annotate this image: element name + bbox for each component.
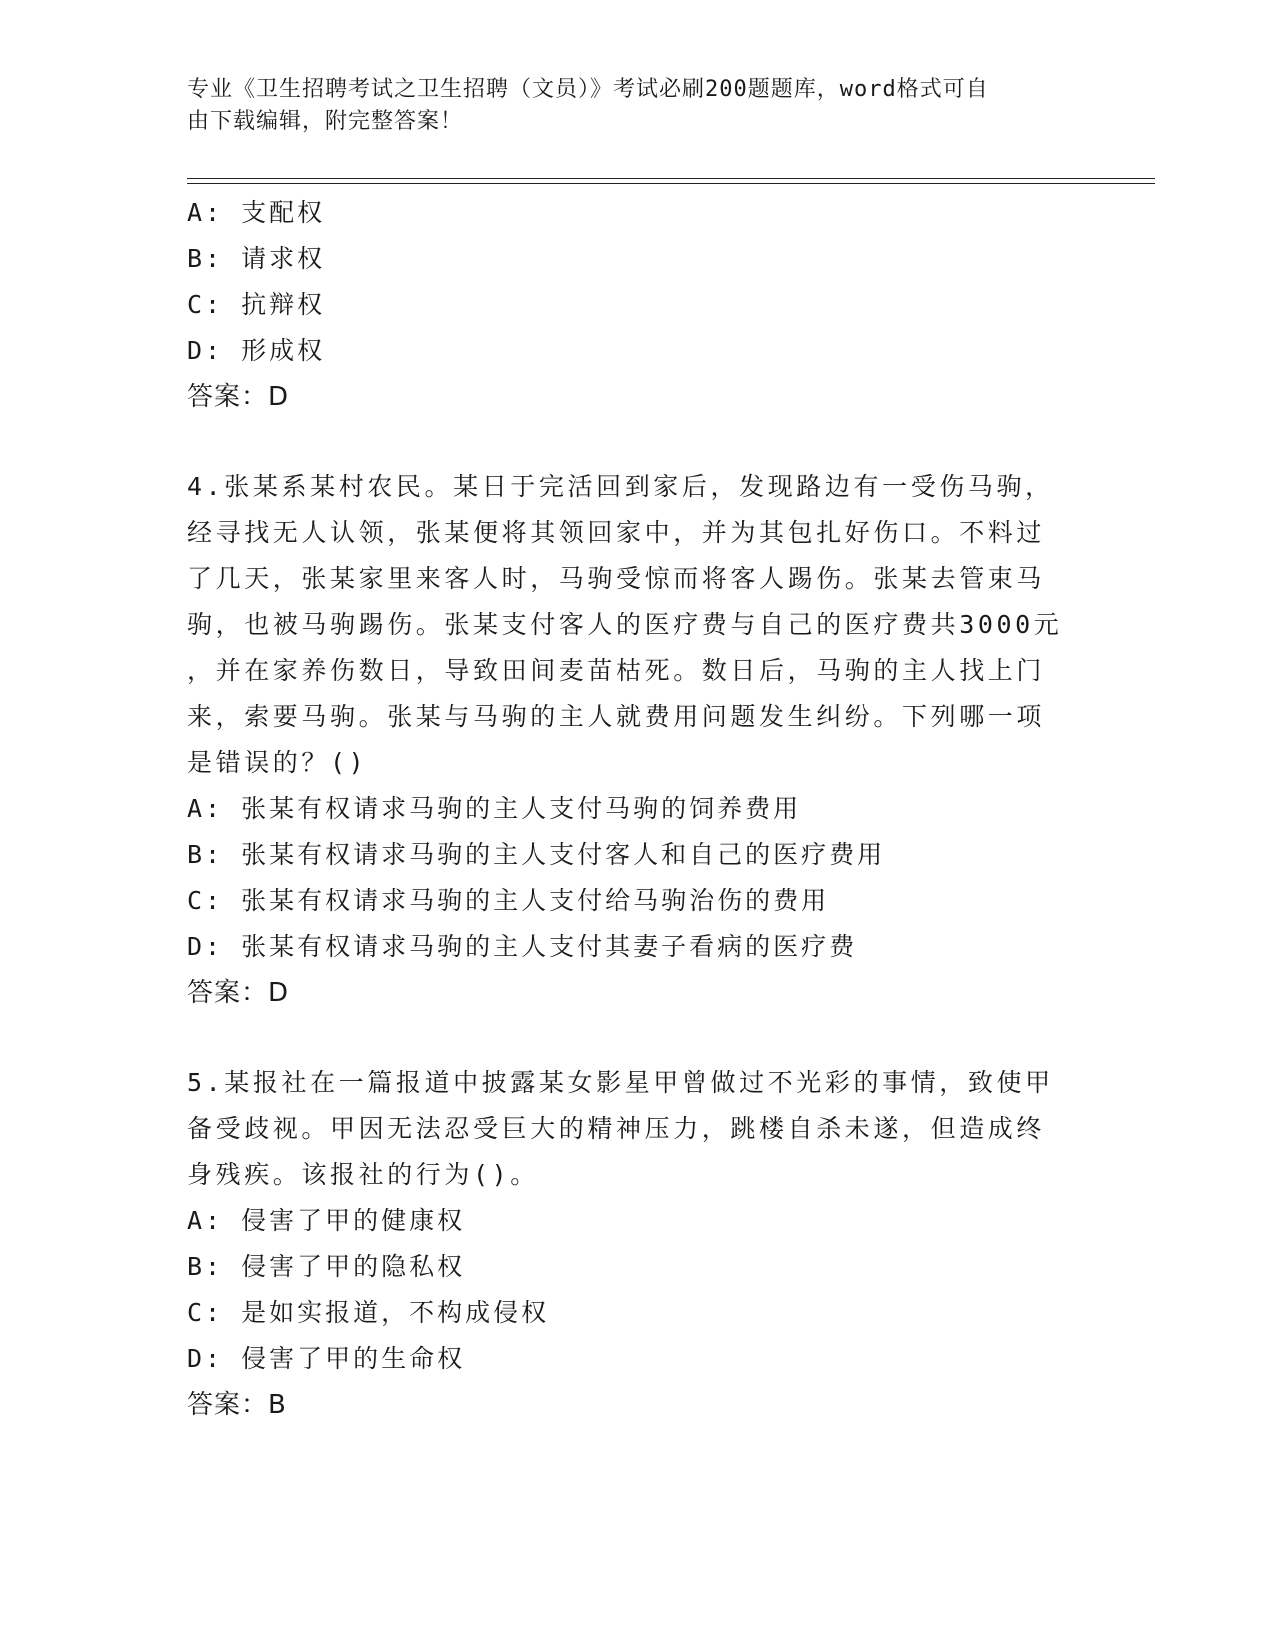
stem-line: 5.某报社在一篇报道中披露某女影星甲曾做过不光彩的事情，致使甲	[187, 1068, 1054, 1097]
stem-line: 是错误的？()	[187, 748, 368, 777]
option-c: C: 是如实报道，不构成侵权	[187, 1298, 550, 1327]
stem-line: 备受歧视。甲因无法忍受巨大的精神压力，跳楼自杀未遂，但造成终	[187, 1114, 1046, 1143]
option-c: C: 张某有权请求马驹的主人支付给马驹治伤的费用	[187, 886, 830, 915]
option-c: C: 抗辩权	[187, 290, 326, 319]
option-d: D: 侵害了甲的生命权	[187, 1344, 466, 1373]
question-5	[187, 1060, 1087, 1428]
question-stem	[187, 1060, 1087, 1198]
option-b: B: 侵害了甲的隐私权	[187, 1252, 466, 1281]
spacer	[187, 420, 1087, 464]
question-stem	[187, 464, 1087, 786]
answer-line: 答案：B	[187, 1390, 287, 1420]
option-b: B: 张某有权请求马驹的主人支付客人和自己的医疗费用	[187, 840, 886, 869]
option-a: A: 侵害了甲的健康权	[187, 1206, 466, 1235]
option-d: D: 张某有权请求马驹的主人支付其妻子看病的医疗费	[187, 932, 858, 961]
stem-line: 4.张某系某村农民。某日于完活回到家后，发现路边有一受伤马驹，	[187, 472, 1054, 501]
header-divider-bottom	[187, 183, 1155, 184]
header-line-1: 专业《卫生招聘考试之卫生招聘（文员）》考试必刷200题题库，word格式可自	[187, 77, 989, 102]
spacer	[187, 1016, 1087, 1060]
stem-line: 驹，也被马驹踢伤。张某支付客人的医疗费与自己的医疗费共3000元	[187, 610, 1063, 639]
stem-line: 来，索要马驹。张某与马驹的主人就费用问题发生纠纷。下列哪一项	[187, 702, 1046, 731]
question-4	[187, 464, 1087, 1016]
document-header	[187, 74, 1067, 138]
option-a: A: 张某有权请求马驹的主人支付马驹的饲养费用	[187, 794, 802, 823]
answer-line: 答案：D	[187, 978, 290, 1008]
document-body	[187, 190, 1087, 1428]
header-divider-top	[187, 178, 1155, 179]
stem-line: 身残疾。该报社的行为()。	[187, 1160, 539, 1189]
option-b: B: 请求权	[187, 244, 326, 273]
stem-line: 经寻找无人认领，张某便将其领回家中，并为其包扎好伤口。不料过	[187, 518, 1046, 547]
answer-line: 答案：D	[187, 382, 290, 412]
stem-line: ，并在家养伤数日，导致田间麦苗枯死。数日后，马驹的主人找上门	[187, 656, 1046, 685]
option-d: D: 形成权	[187, 336, 326, 365]
stem-line: 了几天，张某家里来客人时，马驹受惊而将客人踢伤。张某去管束马	[187, 564, 1046, 593]
option-a: A: 支配权	[187, 198, 326, 227]
question-3	[187, 190, 1087, 420]
header-line-2: 由下载编辑，附完整答案！	[187, 109, 464, 134]
